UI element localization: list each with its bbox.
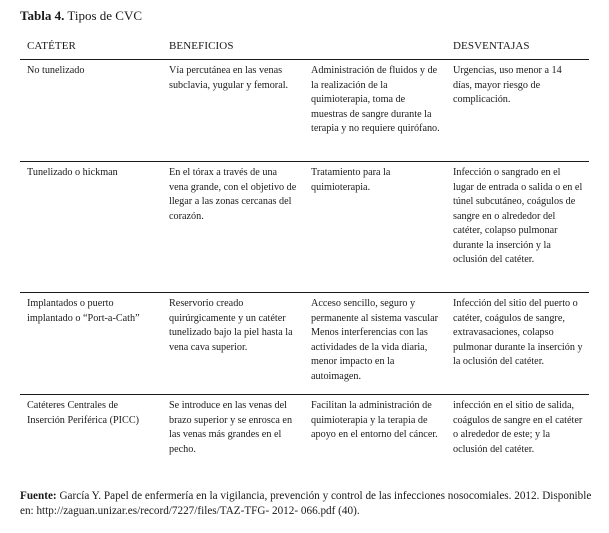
cell-beneficio-2: Facilitan la administración de quimioterapia y la terapia de apoyo en el entorno del cáncer. [311, 400, 438, 440]
table-caption [20, 8, 142, 24]
cell-desventajas: infección en el sitio de salida, coágulos de sangre en el catéter o alrededor de este; y la oclusión del catéter. [453, 400, 583, 455]
cvc-types-table [20, 36, 589, 475]
header-cateter: CATÉTER [27, 40, 76, 52]
table-row [20, 162, 589, 293]
cell-cateter: Catéteres Centrales de Inserción Periférica (PICC) [27, 400, 140, 426]
table-row [20, 293, 589, 395]
table-caption-label: Tabla 4. [20, 8, 65, 23]
cell-cateter: Implantados o puerto implantado o “Port-a-Cath” [27, 298, 140, 324]
cell-desventajas: Urgencias, uso menor a 14 días, mayor riesgo de complicación. [453, 65, 562, 105]
cell-desventajas: Infección del sitio del puerto o catéter, coágulos de sangre, extravasaciones, colapso pulmonar durante la inserción y la oclusión del catéter. [453, 298, 583, 367]
cell-cateter: No tunelizado [27, 65, 85, 76]
header-beneficios: BENEFICIOS [169, 40, 234, 52]
source-note [20, 489, 595, 519]
source-text: García Y. Papel de enfermería en la vigilancia, prevención y control de las infecciones nosocomiales. 2012. Disponible en: http://zaguan.unizar.es/record/7227/files/TAZ-TFG- 2012- 066.pdf (40). [20, 490, 592, 517]
cell-beneficio-1: En el tórax a través de una vena grande, con el objetivo de llegar a las zonas cercanas del corazón. [169, 167, 297, 222]
table-caption-text: Tipos de CVC [64, 8, 142, 23]
table-row [20, 60, 589, 162]
cell-beneficio-1: Reservorio creado quirúrgicamente y un catéter tunelizado bajo la piel hasta la vena cava superior. [169, 298, 293, 353]
cell-beneficio-2: Tratamiento para la quimioterapia. [311, 167, 391, 193]
source-label: Fuente: [20, 490, 57, 502]
table-row [20, 395, 589, 475]
cell-desventajas: Infección o sangrado en el lugar de entrada o salida o en el túnel subcutáneo, coágulos de sangre en o alrededor del catéter, colapso pulmonar durante la inserción y la oclusión del catéter. [453, 167, 583, 265]
cell-beneficio-1: Se introduce en las venas del brazo superior y se enrosca en las venas más grandes en el pecho. [169, 400, 293, 455]
table-header-row [20, 36, 589, 60]
cell-beneficio-1: Vía percutánea en las venas subclavia, yugular y femoral. [169, 65, 289, 91]
cell-cateter: Tunelizado o hickman [27, 167, 118, 178]
cell-beneficio-2: Administración de fluidos y de la realización de la quimioterapia, toma de muestras de sangre durante la terapia y no requiere quirófano. [311, 65, 440, 134]
header-desventajas: DESVENTAJAS [453, 40, 530, 52]
cell-beneficio-2: Acceso sencillo, seguro y permanente al sistema vascular Menos interferencias con las actividades de la vida diaria, menor impacto en la autoimagen. [311, 298, 439, 382]
